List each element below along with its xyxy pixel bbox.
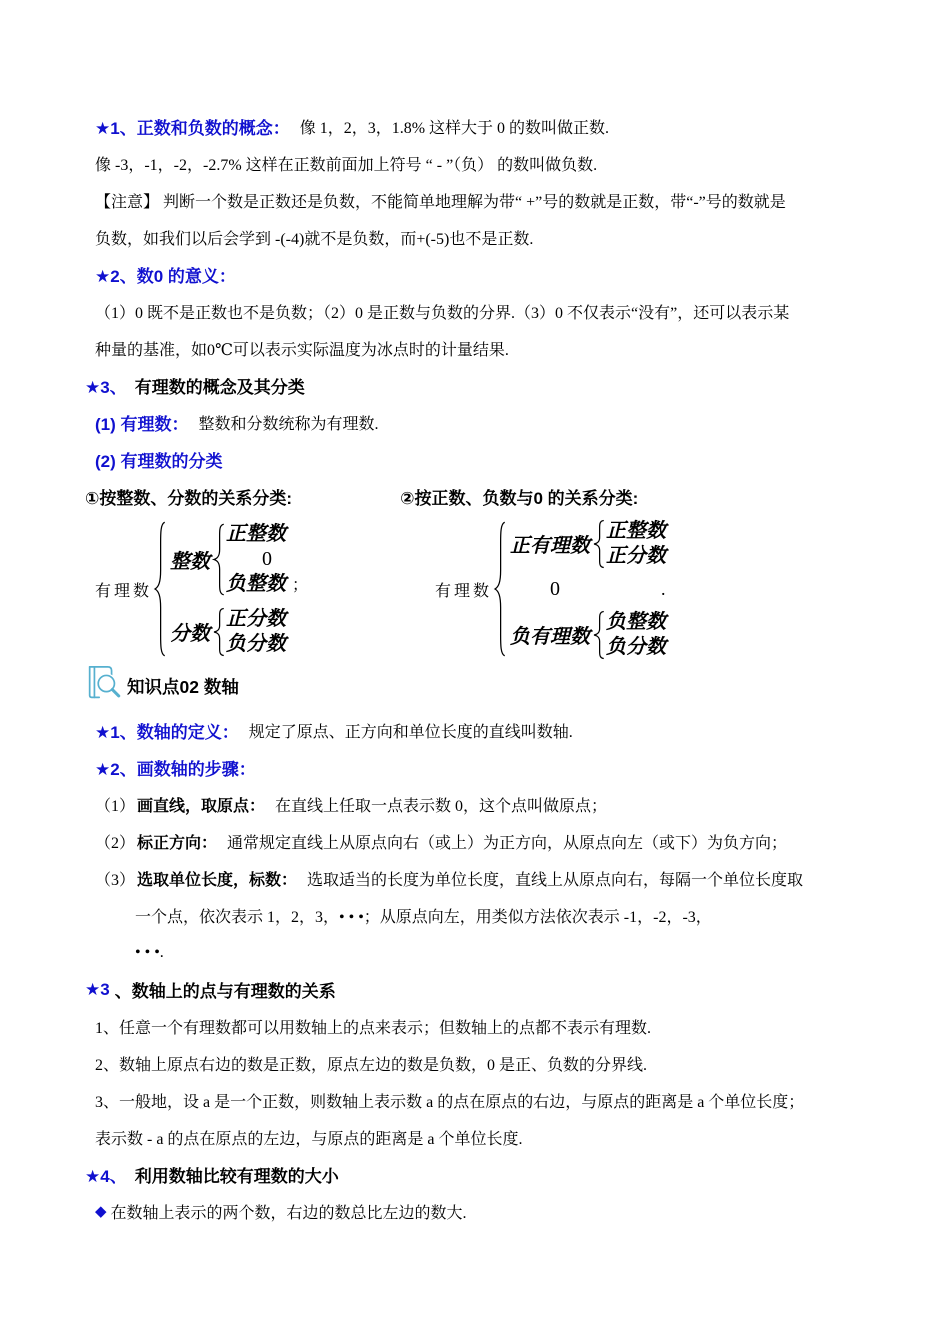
step-3-end-line <box>135 934 900 971</box>
step-1-line <box>95 786 900 823</box>
axis-def-heading: ★1、数轴的定义： <box>95 723 239 742</box>
compare-rule-line <box>95 1193 900 1230</box>
rational-class-label: (2) 有理数的分类 <box>95 452 223 471</box>
inner-brace-icon <box>591 610 606 660</box>
axis-def-text: 规定了原点、正方向和单位长度的直线叫数轴. <box>248 724 573 741</box>
zero-heading: ★2、数0 的意义： <box>95 267 236 286</box>
note-text-2: 负数，如我们以后会学到 -(-4)就不是负数，而+(-5)也不是正数. <box>95 231 534 248</box>
pos-rational-label: 正有理数 <box>510 535 591 557</box>
compare-heading: 利用数轴比较有理数的大小 <box>134 1167 339 1186</box>
step-2-line <box>95 823 900 860</box>
step-3-end-text: • • •. <box>135 943 164 961</box>
note-line-1 <box>95 182 900 219</box>
step-2-num: （2） <box>95 835 136 852</box>
pos-neg-heading: ★1、正数和负数的概念： <box>95 119 290 138</box>
item-pos-integer: 正整数 <box>606 519 667 542</box>
diagram-integer-fraction <box>95 518 435 660</box>
zero-row <box>507 578 666 601</box>
diagram1-suffix: ； <box>292 576 309 594</box>
item-pos-integer: 正整数 <box>226 522 287 545</box>
step-3-cont-text: 一个点，依次表示 1，2，3，• • •；从原点向左，用类似方法依次表示 -1，-2，-3， <box>135 909 712 926</box>
inner-brace-icon <box>211 522 226 597</box>
section-pos-neg-heading-line <box>95 108 900 145</box>
axis-points-item-1 <box>95 1008 900 1045</box>
item-neg-fraction: 负分数 <box>226 632 287 655</box>
axis-points-text-3: 3、一般地，设 a 是一个正数，则数轴上表示数 a 的点在原点的右边，与原点的距离是 a 个单位长度； <box>95 1094 805 1111</box>
item-neg-integer: 负整数 <box>606 610 667 633</box>
pos-neg-definition: 像 1，2，3，1.8% 这样大于 0 的数叫做正数. <box>299 120 610 137</box>
section-zero-heading-line <box>95 256 900 293</box>
axis-points-text-1: 1、任意一个有理数都可以用数轴上的点来表示；但数轴上的点都不表示有理数. <box>95 1020 652 1037</box>
step-3-line <box>95 860 900 897</box>
step-3-text: 选取适当的长度为单位长度，直线上从原点向右，每隔一个单位长度取 <box>307 872 804 889</box>
outer-brace-icon <box>152 518 167 660</box>
knowledge-point-header <box>83 660 900 712</box>
rational-def-text: 整数和分数统称为有理数. <box>198 416 379 433</box>
step-3-label: 选取单位长度，标数： <box>137 872 298 889</box>
step-2-label: 标正方向： <box>137 835 218 852</box>
item-pos-fraction: 正分数 <box>226 607 287 630</box>
compare-heading-line <box>85 1156 900 1193</box>
diagram1-groups <box>167 518 308 660</box>
classification-diagrams <box>95 518 900 660</box>
step-1-label: 画直线，取原点： <box>137 798 266 815</box>
axis-points-text-3-cont: 表示数 - a 的点在原点的左边，与原点的距离是 a 个单位长度. <box>95 1131 523 1148</box>
item-neg-fraction: 负分数 <box>606 635 667 658</box>
axis-points-item-3-cont <box>95 1119 900 1156</box>
rational-heading: 有理数的概念及其分类 <box>134 378 305 397</box>
negative-definition: 像 -3，-1，-2，-2.7% 这样在正数前面加上符号 “ - ”（负） 的数叫做负数. <box>95 157 598 174</box>
zero-text-2: 种量的基准，如0℃可以表示实际温度为冰点时的计量结果. <box>95 342 509 359</box>
knowledge-point-title: 知识点02 数轴 <box>127 676 239 697</box>
neg-rational-group <box>507 610 666 660</box>
outer-brace-icon <box>492 518 507 660</box>
zero-line-1 <box>95 293 900 330</box>
axis-points-text-2: 2、数轴上原点右边的数是正数，原点左边的数是负数，0 是正、负数的分界线. <box>95 1057 648 1074</box>
book-magnifier-icon <box>83 662 123 706</box>
fraction-label: 分数 <box>170 623 211 645</box>
item-pos-fraction: 正分数 <box>606 544 667 567</box>
item-zero: 0 <box>550 577 561 600</box>
step-1-text: 在直线上任取一点表示数 0，这个点叫做原点； <box>275 798 608 815</box>
item-neg-integer-row <box>226 572 308 598</box>
diagram2-suffix: . <box>661 578 666 599</box>
classification-title-2: ②按正数、负数与0 的关系分类: <box>400 489 639 508</box>
compare-rule-text: 在数轴上表示的两个数，右边的数总比左边的数大. <box>110 1205 467 1222</box>
axis-points-heading-star: ★3 <box>85 979 110 999</box>
axis-points-heading-line <box>85 971 900 1008</box>
item-neg-integer: 负整数 <box>226 572 287 595</box>
rational-class-label-line <box>95 441 900 478</box>
negative-definition-line <box>95 145 900 182</box>
axis-steps-heading: ★2、画数轴的步骤： <box>95 760 256 779</box>
axis-points-item-2 <box>95 1045 900 1082</box>
integer-label: 整数 <box>170 551 211 573</box>
diagram2-root: 有理数 <box>435 582 493 600</box>
diagram-by-sign <box>435 518 666 660</box>
section-rational-heading-line <box>85 367 900 404</box>
step-1-num: （1） <box>95 798 136 815</box>
zero-text-1: （1）0 既不是正数也不是负数；（2）0 是正数与负数的分界.（3）0 不仅表示“没有”，还可以表示某 <box>95 305 790 322</box>
diamond-bullet-icon: ◆ <box>95 1204 107 1220</box>
rational-def-label: (1) 有理数： <box>95 415 189 434</box>
step-3-cont-line <box>135 897 900 934</box>
integer-group <box>167 522 308 598</box>
item-zero: 0 <box>262 547 273 570</box>
rational-heading-star: ★3、 <box>85 378 127 397</box>
axis-points-item-3 <box>95 1082 900 1119</box>
fraction-group <box>167 607 308 657</box>
axis-points-heading: 、数轴上的点与有理数的关系 <box>114 982 336 1001</box>
zero-line-2 <box>95 330 900 367</box>
step-2-text: 通常规定直线上从原点向右（或上）为正方向，从原点向左（或下）为负方向； <box>227 835 788 852</box>
classification-titles-line <box>85 478 900 515</box>
diagram2-groups <box>507 518 666 660</box>
diagram1-root: 有理数 <box>95 582 153 600</box>
note-text-1: 【注意】 判断一个数是正数还是负数，不能简单地理解为带“ +”号的数就是正数，带“-”号的数就是 <box>95 194 786 211</box>
axis-def-line <box>95 712 900 749</box>
rational-def-line <box>95 404 900 441</box>
note-line-2 <box>95 219 900 256</box>
inner-brace-icon <box>591 519 606 569</box>
pos-rational-group <box>507 519 666 569</box>
inner-brace-icon <box>211 607 226 657</box>
axis-steps-heading-line <box>95 749 900 786</box>
classification-title-1: ①按整数、分数的关系分类: <box>85 489 293 508</box>
compare-heading-star: ★4、 <box>85 1167 127 1186</box>
step-3-num: （3） <box>95 872 136 889</box>
neg-rational-label: 负有理数 <box>510 626 591 648</box>
